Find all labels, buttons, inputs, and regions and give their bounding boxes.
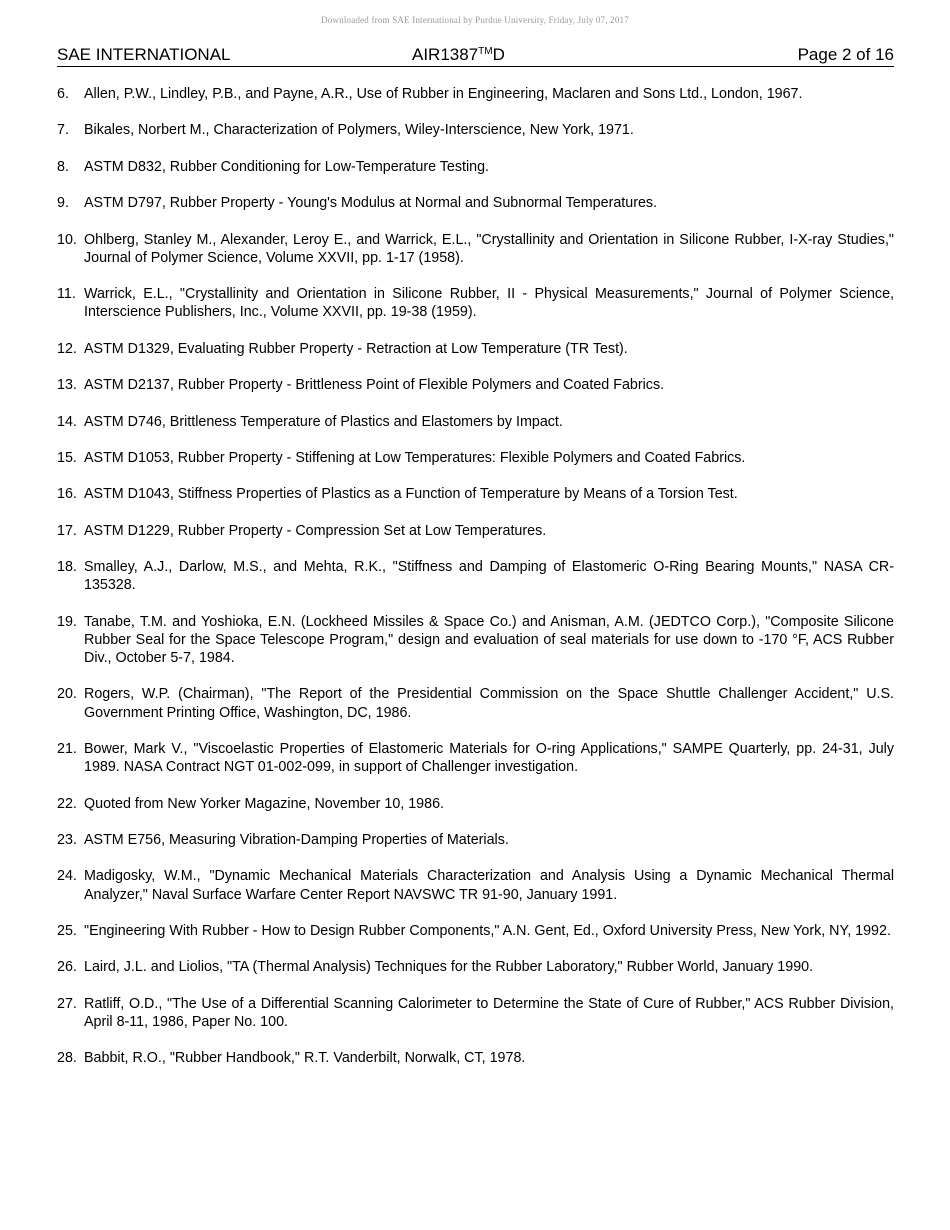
reference-text: Allen, P.W., Lindley, P.B., and Payne, A.R., Use of Rubber in Engineering, Maclaren and Sons Ltd., London, 1967. xyxy=(84,86,803,102)
document-id xyxy=(412,45,505,65)
reference-text: Laird, J.L. and Liolios, "TA (Thermal Analysis) Techniques for the Rubber Laboratory," Rubber World, January 1990. xyxy=(84,959,814,976)
reference-text: Bower, Mark V., "Viscoelastic Properties of Elastomeric Materials for O-ring Applications," SAMPE Quarterly, pp. 24-31, July 1989. NASA Contract NGT 01-002-099, in support of Challenger investigation. xyxy=(84,741,894,776)
reference-item xyxy=(57,995,894,1031)
reference-number: 28. xyxy=(57,1050,77,1067)
reference-text: Ratliff, O.D., "The Use of a Differential Scanning Calorimeter to Determine the State of Cure of Rubber," ACS Rubber Division, April 8-11, 1986, Paper No. 100. xyxy=(84,995,894,1031)
reference-text: Rogers, W.P. (Chairman), "The Report of the Presidential Commission on the Space Shuttle Challenger Accident," U.S. Government Printing Office, Washington, DC, 1986. xyxy=(84,686,894,721)
reference-item xyxy=(57,685,894,721)
download-watermark: Downloaded from SAE International by Purdue University, Friday, July 07, 2017 xyxy=(321,15,629,25)
reference-text: ASTM D1043, Stiffness Properties of Plastics as a Function of Temperature by Means of a Torsion Test. xyxy=(84,486,738,503)
reference-item xyxy=(57,449,894,467)
reference-number: 7. xyxy=(57,122,69,139)
reference-number: 25. xyxy=(57,923,77,940)
reference-number: 27. xyxy=(57,995,77,1012)
reference-item xyxy=(57,231,894,267)
reference-item xyxy=(57,922,894,940)
reference-number: 15. xyxy=(57,449,77,466)
reference-number: 19. xyxy=(57,613,77,630)
reference-item xyxy=(57,613,894,668)
reference-text: ASTM D1329, Evaluating Rubber Property - Retraction at Low Temperature (TR Test). xyxy=(84,340,628,357)
reference-item xyxy=(57,413,894,431)
reference-list xyxy=(57,85,894,1086)
reference-text: ASTM D832, Rubber Conditioning for Low-Temperature Testing. xyxy=(84,158,490,175)
reference-number: 6. xyxy=(57,86,69,102)
reference-number: 21. xyxy=(57,741,77,758)
reference-number: 12. xyxy=(57,340,77,357)
reference-text: ASTM D2137, Rubber Property - Brittleness Point of Flexible Polymers and Coated Fabrics. xyxy=(84,377,665,394)
reference-item xyxy=(57,867,894,903)
reference-item xyxy=(57,376,894,394)
reference-number: 14. xyxy=(57,413,77,430)
reference-item xyxy=(57,831,894,849)
organization-name: SAE INTERNATIONAL xyxy=(57,45,231,64)
reference-number: 10. xyxy=(57,231,77,248)
reference-item xyxy=(57,1049,894,1067)
reference-number: 24. xyxy=(57,868,77,885)
reference-number: 16. xyxy=(57,486,77,503)
reference-number: 17. xyxy=(57,522,77,539)
reference-item xyxy=(57,121,894,139)
reference-text: Madigosky, W.M., "Dynamic Mechanical Materials Characterization and Analysis Using a Dynamic Mechanical Thermal Analyzer," Naval Surface Warfare Center Report NAVSWC TR 91-90, January 1991. xyxy=(84,868,894,903)
reference-number: 18. xyxy=(57,559,77,576)
reference-item xyxy=(57,558,894,594)
reference-number: 13. xyxy=(57,377,77,394)
reference-text: ASTM D797, Rubber Property - Young's Modulus at Normal and Subnormal Temperatures. xyxy=(84,195,658,212)
document-id-revision: D xyxy=(492,45,505,64)
reference-number: 20. xyxy=(57,686,77,703)
reference-text: ASTM D1229, Rubber Property - Compression Set at Low Temperatures. xyxy=(84,522,547,539)
reference-text: Warrick, E.L., "Crystallinity and Orientation in Silicone Rubber, II - Physical Measurements," Journal of Polymer Science, Interscience Publishers, Inc., Volume XXVII, pp. 19-38 (1959). xyxy=(84,286,894,321)
reference-number: 23. xyxy=(57,832,77,849)
reference-number: 22. xyxy=(57,795,77,812)
reference-text: ASTM D1053, Rubber Property - Stiffening at Low Temperatures: Flexible Polymers and Coated Fabrics. xyxy=(84,449,746,466)
reference-text: Quoted from New Yorker Magazine, November 10, 1986. xyxy=(84,795,444,812)
page-header xyxy=(57,44,894,67)
reference-text: Babbit, R.O., "Rubber Handbook," R.T. Vanderbilt, Norwalk, CT, 1978. xyxy=(84,1050,526,1067)
reference-text: ASTM E756, Measuring Vibration-Damping Properties of Materials. xyxy=(84,832,509,849)
reference-item xyxy=(57,340,894,358)
document-id-base: AIR1387 xyxy=(412,45,479,64)
reference-item xyxy=(57,485,894,503)
reference-number: 26. xyxy=(57,959,77,976)
reference-text: "Engineering With Rubber - How to Design Rubber Components," A.N. Gent, Ed., Oxford University Press, New York, NY, 1992. xyxy=(84,923,891,940)
reference-text: ASTM D746, Brittleness Temperature of Plastics and Elastomers by Impact. xyxy=(84,413,563,430)
reference-text: Bikales, Norbert M., Characterization of Polymers, Wiley-Interscience, New York, 1971. xyxy=(84,122,634,139)
reference-item xyxy=(57,958,894,976)
reference-item xyxy=(57,85,894,103)
reference-number: 11. xyxy=(57,286,76,303)
reference-item xyxy=(57,522,894,540)
reference-text: Smalley, A.J., Darlow, M.S., and Mehta, R.K., "Stiffness and Damping of Elastomeric O-Ring Bearing Mounts," NASA CR-135328. xyxy=(84,559,894,594)
reference-item xyxy=(57,194,894,212)
reference-number: 9. xyxy=(57,195,69,212)
reference-item xyxy=(57,740,894,776)
reference-item xyxy=(57,285,894,321)
reference-item xyxy=(57,795,894,813)
page-number: Page 2 of 16 xyxy=(797,45,894,64)
reference-text: Ohlberg, Stanley M., Alexander, Leroy E., and Warrick, E.L., "Crystallinity and Orientation in Silicone Rubber, I-X-ray Studies," Journal of Polymer Science, Volume XXVII, pp. 1-17 (1958). xyxy=(84,231,894,266)
reference-number: 8. xyxy=(57,158,69,175)
reference-text: Tanabe, T.M. and Yoshioka, E.N. (Lockheed Missiles & Space Co.) and Anisman, A.M. (JEDTCO Corp.), "Composite Silicone Rubber Seal for the Space Telescope Program," design and evaluation of seal materials for use down to -170 °F, ACS Rubber Div., October 5-7, 1984. xyxy=(84,613,894,667)
trademark-mark: TM xyxy=(478,46,493,57)
reference-item xyxy=(57,158,894,176)
